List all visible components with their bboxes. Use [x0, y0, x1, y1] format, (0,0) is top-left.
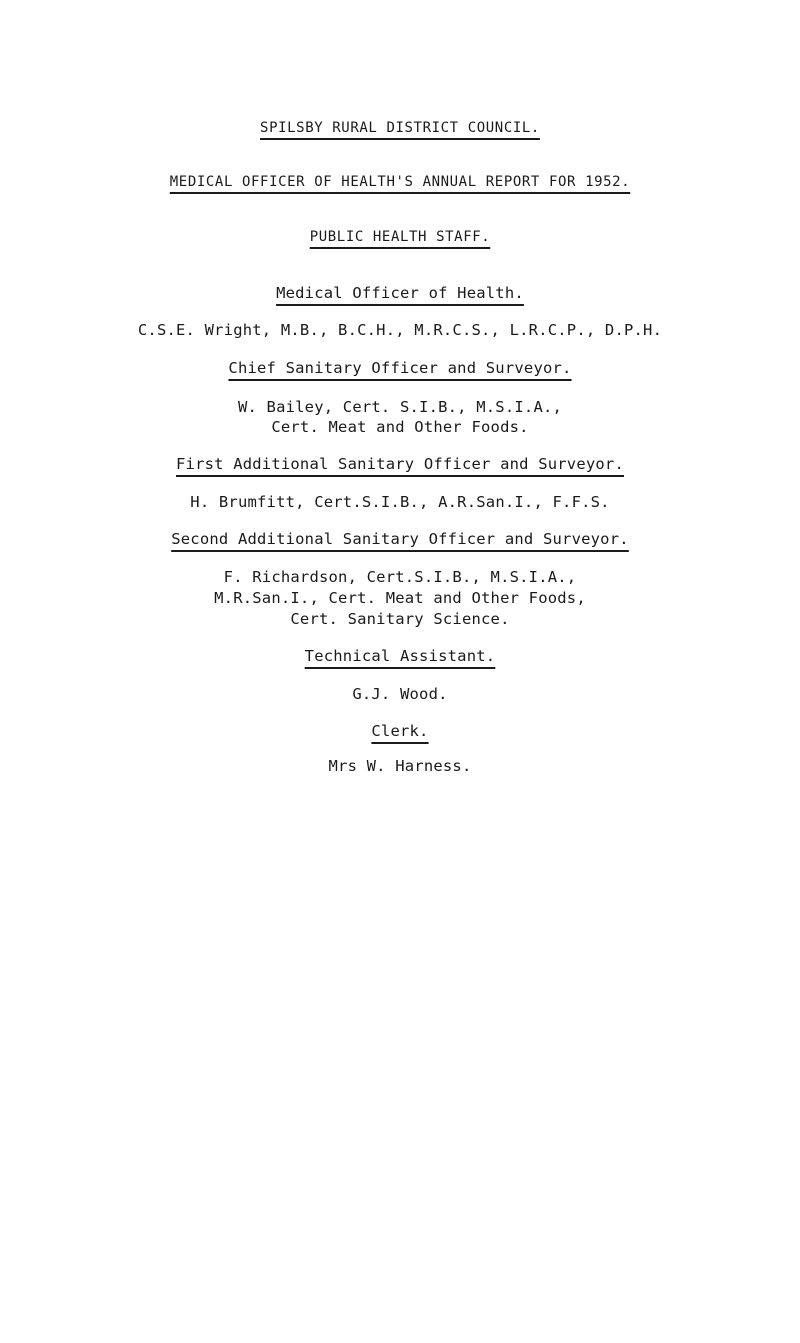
staff-name-first-additional-officer: H. Brumfitt, Cert.S.I.B., A.R.San.I., F.F.S.	[190, 493, 610, 511]
role-second-additional-officer: Second Additional Sanitary Officer and Surveyor.	[171, 530, 629, 548]
role-technical-assistant: Technical Assistant.	[304, 647, 496, 665]
staff-name-chief-sanitary-officer: W. Bailey, Cert. S.I.B., M.S.I.A.,	[237, 398, 563, 416]
staff-name-technical-assistant: G.J. Wood.	[352, 685, 448, 703]
staff-name-medical-officer: C.S.E. Wright, M.B., B.C.H., M.R.C.S., L.R.C.P., D.P.H.	[137, 321, 663, 339]
staff-qualification-chief-sanitary-officer: Cert. Meat and Other Foods.	[271, 418, 529, 436]
staff-name-second-additional-officer: F. Richardson, Cert.S.I.B., M.S.I.A.,	[223, 568, 577, 586]
role-clerk: Clerk.	[371, 722, 429, 740]
role-first-additional-officer: First Additional Sanitary Officer and Surveyor.	[176, 455, 624, 473]
report-title: MEDICAL OFFICER OF HEALTH'S ANNUAL REPORT FOR 1952.	[169, 174, 631, 190]
section-title: PUBLIC HEALTH STAFF.	[309, 229, 491, 245]
staff-qualification-second-additional-officer-2: Cert. Sanitary Science.	[290, 610, 510, 628]
role-medical-officer: Medical Officer of Health.	[276, 284, 524, 302]
role-chief-sanitary-officer: Chief Sanitary Officer and Surveyor.	[228, 359, 572, 377]
staff-qualification-second-additional-officer-1: M.R.San.I., Cert. Meat and Other Foods,	[214, 589, 586, 607]
council-heading: SPILSBY RURAL DISTRICT COUNCIL.	[260, 120, 540, 136]
staff-name-clerk: Mrs W. Harness.	[328, 757, 472, 775]
